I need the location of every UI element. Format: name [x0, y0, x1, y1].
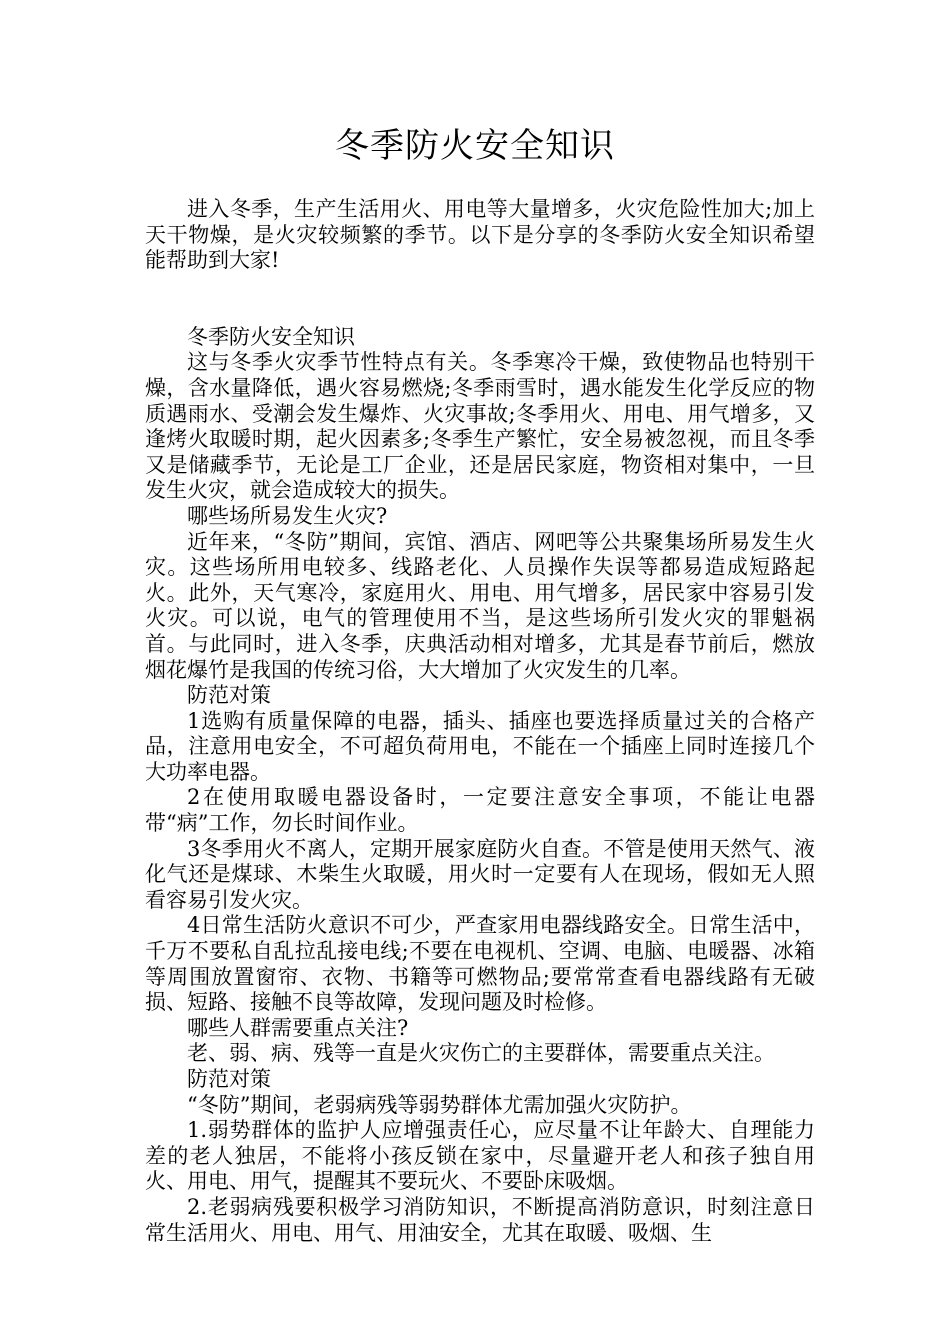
list-item: 1.弱势群体的监护人应增强责任心，应尽量不让年龄大、自理能力差的老人独居，不能将小孩反锁在家中，尽量避开老人和孩子独自用火、用电、用气，提醒其不要玩火、不要卧床吸烟。: [145, 1118, 815, 1194]
section-heading: 哪些场所易发生火灾?: [187, 503, 388, 528]
section-heading: 哪些人群需要重点关注?: [187, 1015, 409, 1040]
body-paragraph: 老、弱、病、残等一直是火灾伤亡的主要群体，需要重点关注。: [187, 1041, 775, 1066]
body-paragraph: 这与冬季火灾季节性特点有关。冬季寒冷干燥，致使物品也特别干燥，含水量降低，遇火容易燃烧;冬季雨雪时，遇水能发生化学反应的物质遇雨水、受潮会发生爆炸、火灾事故;冬季用火、用电、用气增多，又逢烤火取暖时期，起火因素多;冬季生产繁忙，安全易被忽视，而且冬季又是储藏季节，无论是工厂企业，还是居民家庭，物资相对集中，一旦发生火灾，就会造成较大的损失。: [145, 350, 815, 503]
list-item: 1选购有质量保障的电器，插头、插座也要选择质量过关的合格产品，注意用电安全，不可超负荷用电，不能在一个插座上同时连接几个大功率电器。: [145, 708, 815, 784]
list-item: 4日常生活防火意识不可少，严查家用电器线路安全。日常生活中，千万不要私自乱拉乱接电线;不要在电视机、空调、电脑、电暖器、冰箱等周围放置窗帘、衣物、书籍等可燃物品;要常常查看电器线路有无破损、短路、接触不良等故障，发现问题及时检修。: [145, 913, 815, 1015]
page-title: 冬季防火安全知识: [335, 126, 615, 166]
list-item: 2.老弱病残要积极学习消防知识，不断提高消防意识，时刻注意日常生活用火、用电、用气、用油安全，尤其在取暖、吸烟、生: [145, 1194, 815, 1245]
body-paragraph: 近年来，“冬防”期间，宾馆、酒店、网吧等公共聚集场所易发生火灾。这些场所用电较多、线路老化、人员操作失误等都易造成短路起火。此外，天气寒冷，家庭用火、用电、用气增多，居民家中容易引发火灾。可以说，电气的管理使用不当，是这些场所引发火灾的罪魁祸首。与此同时，进入冬季，庆典活动相对增多，尤其是春节前后，燃放烟花爆竹是我国的传统习俗，大大增加了火灾发生的几率。: [145, 529, 815, 682]
list-item: 3冬季用火不离人，定期开展家庭防火自查。不管是使用天然气、液化气还是煤球、木柴生火取暖，用火时一定要有人在现场，假如无人照看容易引发火灾。: [145, 836, 815, 912]
paragraph-gap: [145, 274, 815, 325]
section-heading: 冬季防火安全知识: [187, 324, 355, 349]
document-body: [145, 197, 815, 1246]
body-paragraph: “冬防”期间，老弱病残等弱势群体尤需加强火灾防护。: [187, 1092, 692, 1117]
intro-paragraph: 进入冬季，生产生活用火、用电等大量增多，火灾危险性加大;加上天干物燥，是火灾较频繁的季节。以下是分享的冬季防火安全知识希望能帮助到大家!: [145, 197, 815, 273]
section-heading: 防范对策: [187, 1067, 271, 1091]
list-item: 2在使用取暖电器设备时，一定要注意安全事项，不能让电器带“病”工作，勿长时间作业。: [145, 785, 815, 836]
section-heading: 防范对策: [187, 683, 271, 708]
